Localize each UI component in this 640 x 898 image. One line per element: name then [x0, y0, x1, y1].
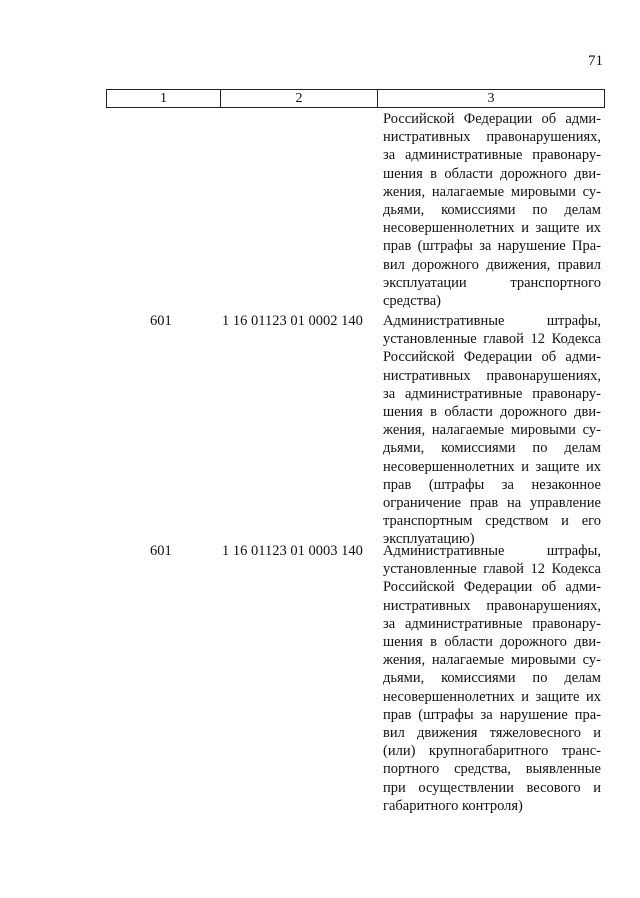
- description-line: Российской Федерации об адми-: [383, 111, 601, 127]
- description-line: дьями, комиссиями по делам: [383, 440, 601, 457]
- description-line: Российской Федерации об адми-: [383, 349, 601, 366]
- description-line: Административные штрафы,: [383, 543, 601, 559]
- budget-classification-code: 1 16 01123 01 0002 140: [222, 313, 363, 329]
- description-line: шения в области дорожного дви-: [383, 634, 601, 651]
- description-line: средства): [383, 293, 441, 310]
- description-line: прав (штрафы за нарушение Пра-: [383, 238, 601, 255]
- page-number: 71: [588, 53, 603, 69]
- description-line: вил движения тяжеловесного и: [383, 725, 601, 742]
- description-line: установленные главой 12 Кодекса: [383, 331, 601, 348]
- description-line: нистративных правонарушениях,: [383, 367, 601, 384]
- description-line: шения в области дорожного дви-: [383, 165, 601, 182]
- description-line: несовершеннолетних и защите их: [383, 220, 601, 237]
- description-line: портного средства, выявленные: [383, 761, 601, 778]
- description-line: за административные правонару-: [383, 615, 601, 632]
- column-header-2: 2: [221, 90, 378, 107]
- description-line: транспортным средством и его: [383, 513, 601, 530]
- description-line: Административные штрафы,: [383, 313, 601, 329]
- description-line: Российской Федерации об адми-: [383, 579, 601, 596]
- description-line: эксплуатацию): [383, 531, 475, 548]
- description-line: прав (штрафы за нарушение пра-: [383, 706, 601, 723]
- description-line: (или) крупногабаритного транс-: [383, 743, 601, 760]
- column-header-3: 3: [487, 91, 495, 106]
- description-line: за административные правонару-: [383, 385, 601, 402]
- description-line: жения, налагаемые мировыми су-: [383, 652, 601, 669]
- description-line: габаритного контроля): [383, 797, 523, 814]
- description-line: жения, налагаемые мировыми су-: [383, 422, 601, 439]
- row-description: [383, 542, 601, 815]
- description-line: прав (штрафы за незаконное: [383, 476, 601, 493]
- description-line: несовершеннолетних и защите их: [383, 688, 601, 705]
- description-line: жения, налагаемые мировыми су-: [383, 183, 601, 200]
- budget-classification-code: 1 16 01123 01 0003 140: [222, 543, 363, 559]
- row-description: [383, 312, 601, 549]
- table-column-header: [106, 89, 605, 108]
- description-line: за административные правонару-: [383, 147, 601, 164]
- description-line: несовершеннолетних и защите их: [383, 458, 601, 475]
- description-line: дьями, комиссиями по делам: [383, 670, 601, 687]
- description-line: установленные главой 12 Кодекса: [383, 561, 601, 578]
- description-line: шения в области дорожного дви-: [383, 404, 601, 421]
- description-line: нистративных правонарушениях,: [383, 597, 601, 614]
- admin-code: 601: [150, 313, 172, 329]
- row-description: [383, 110, 601, 310]
- description-line: ограничение прав на управление: [383, 495, 601, 512]
- description-line: эксплуатации транспортного: [383, 274, 601, 291]
- column-header-1: 1: [107, 90, 221, 107]
- description-line: дьями, комиссиями по делам: [383, 202, 601, 219]
- description-line: нистративных правонарушениях,: [383, 129, 601, 146]
- description-line: при осуществлении весового и: [383, 779, 601, 796]
- description-line: вил дорожного движения, правил: [383, 256, 601, 273]
- admin-code: 601: [150, 543, 172, 559]
